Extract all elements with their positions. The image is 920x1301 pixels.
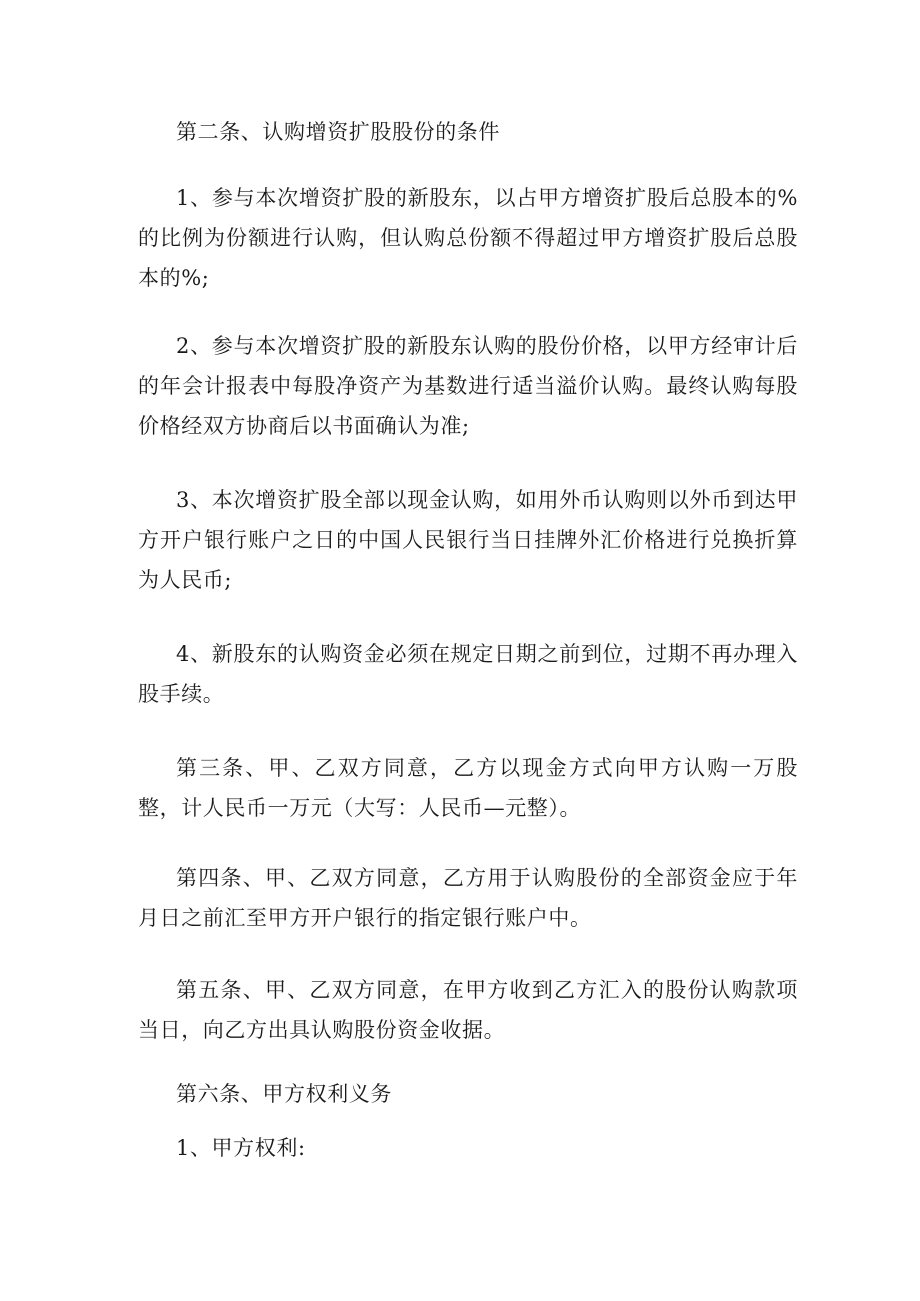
paragraph-clause-3: 3、本次增资扩股全部以现金认购，如用外币认购则以外币到达甲方开户银行账户之日的中国人民银行当日挂牌外汇价格进行兑换折算为人民币; <box>138 488 798 592</box>
paragraph-party-a-rights: 1、甲方权利: <box>176 1136 306 1160</box>
paragraph-clause-2: 2、参与本次增资扩股的新股东认购的股份价格，以甲方经审计后的年会计报表中每股净资产为基数进行适当溢价认购。最终认购每股价格经双方协商后以书面确认为准; <box>138 334 798 438</box>
paragraph-article-5: 第五条、甲、乙双方同意，在甲方收到乙方汇入的股份认购款项当日，向乙方出具认购股份资金收据。 <box>138 978 798 1042</box>
paragraph-clause-4: 4、新股东的认购资金必须在规定日期之前到位，过期不再办理入股手续。 <box>138 642 798 706</box>
section-heading-article-2: 第二条、认购增资扩股股份的条件 <box>176 120 500 144</box>
paragraph-article-3: 第三条、甲、乙双方同意，乙方以现金方式向甲方认购一万股整，计人民币一万元（大写：人民币—元整）。 <box>138 756 798 820</box>
paragraph-article-4: 第四条、甲、乙双方同意，乙方用于认购股份的全部资金应于年月日之前汇至甲方开户银行的指定银行账户中。 <box>138 866 798 930</box>
section-heading-article-6: 第六条、甲方权利义务 <box>176 1082 392 1106</box>
paragraph-clause-1: 1、参与本次增资扩股的新股东，以占甲方增资扩股后总股本的%的比例为份额进行认购，但认购总份额不得超过甲方增资扩股后总股本的%; <box>138 186 798 290</box>
